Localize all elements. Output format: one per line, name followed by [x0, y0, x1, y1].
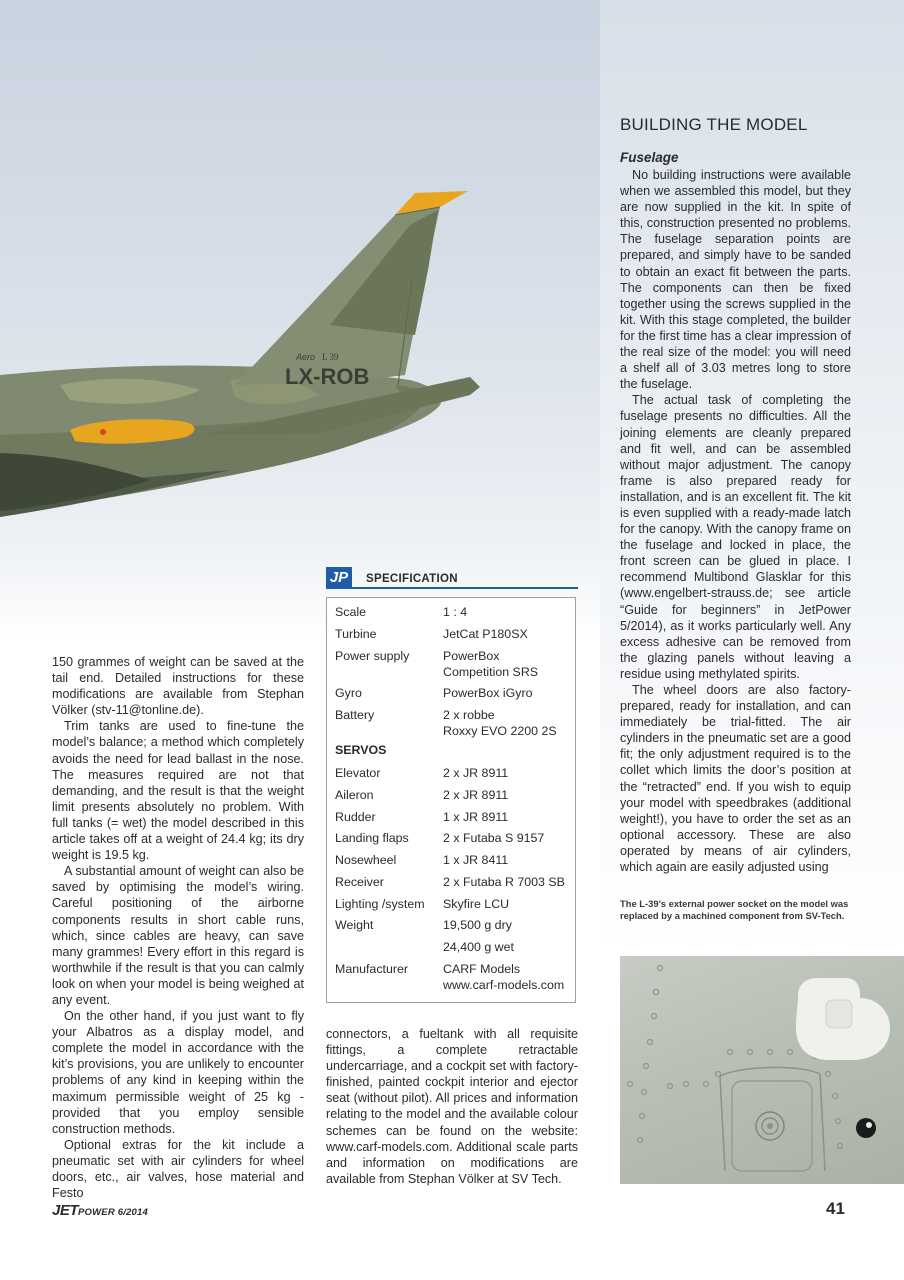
spec-value: PowerBox Competition SRS [443, 649, 539, 679]
spec-value: 2 x robbe Roxxy EVO 2200 2S [443, 708, 557, 738]
middle-text-column [326, 1026, 578, 1187]
spec-value: 24,400 g wet [443, 940, 514, 954]
spec-label: Turbine [335, 627, 377, 641]
spec-label: Landing flaps [335, 831, 409, 845]
spec-value: 2 x JR 8911 [443, 766, 509, 780]
magazine-brand: JET [52, 1202, 79, 1219]
spec-label: Gyro [335, 686, 362, 700]
spec-servos-heading: SERVOS [335, 743, 387, 757]
spec-header-rule [352, 587, 578, 589]
power-socket-illustration [620, 956, 904, 1184]
spec-value: 19,500 g dry [443, 918, 512, 932]
spec-value: 2 x JR 8911 [443, 788, 509, 802]
paragraph: 150 grammes of weight can be saved at the tail end. Detailed instructions for these modifications are available from Stephan Völker (stv-11@tonline.de). [52, 655, 304, 718]
spec-label: Lighting /system [335, 897, 425, 911]
specification-table [326, 597, 576, 1003]
spec-value: 1 x JR 8411 [443, 853, 509, 867]
spec-label: Receiver [335, 875, 384, 889]
page-number: 41 [826, 1199, 845, 1218]
paragraph: The wheel doors are also factory-prepared, ready for installation, and can immediately be trial-fitted. The air cylinders in the pneumatic set are a good fit; the only adjustment required is to the collet which limits the door’s position at the “retracted” end. If you wish to equip your model with speedbrakes (additional weight!), you have to order the set as an optional accessory. These are also operated by means of air cylinders, which again are easily adjusted using [620, 683, 851, 875]
spec-value: 1 x JR 8911 [443, 810, 509, 824]
paragraph: On the other hand, if you just want to fly your Albatros as a display model, and complete the model in accordance with the kit’s provisions, you are unlikely to encounter problems of any kind in keeping within the maximum permissible weight of 25 kg - provided that you employ sensible construction methods. [52, 1009, 304, 1136]
paragraph: Trim tanks are used to fine-tune the model’s balance; a method which completely avoids the need for lead ballast in the nose. The measures required are not that demanding, and the result is that the weight limit presents absolutely no problem. With full tanks (= wet) the model described in this article takes off at a weight of 24.4 kg; its dry weight is 19.5 kg. [52, 719, 304, 863]
spec-header [326, 567, 578, 591]
spec-value: 2 x Futaba R 7003 SB [443, 875, 565, 889]
aircraft-tail-illustration [0, 185, 480, 525]
left-text-column [52, 654, 304, 1201]
paragraph: A substantial amount of weight can also be saved by optimising the model’s wiring. Careful positioning of the airborne components results in short cable runs, which, since cables are heavy, can save many grammes! Every effort in this regard is worthwhile if the result is that you can calmly look on when your model is being weighed at any event. [52, 864, 304, 1007]
spec-value: 2 x Futaba S 9157 [443, 831, 545, 845]
photo-caption: The L-39’s external power socket on the model was replaced by a machined component from SV-Tech. [620, 898, 849, 921]
paragraph: No building instructions were available when we assembled this model, but they are now supplied in the kit. In spite of this, construction presented no problems. The fuselage separation points are prepared, and simply have to be sanded to obtain an exact fit between the parts. The components can then be fixed together using the screws supplied in the kit. With this stage completed, the builder for the first time has a clear impression of the real size of the model: you will need a shelf all of 3.03 metres long to store the fuselage. [620, 168, 851, 392]
registration-mark: LX-ROB [285, 364, 370, 389]
magazine-footer [52, 1202, 148, 1219]
paragraph: The actual task of completing the fuselage presents no difficulties. All the joining elements are cleanly prepared and fit well, and can be assembled without major adjustment. The canopy frame is also prepared ready for installation, and is an excellent fit. The kit is even supplied with a ready-made latch for the canopy. With the canopy frame on the fuselage and locked in place, the front screen can be glued in place. I recommend Multibond Glasklar for this (www.engelbert-strauss.de; see article “Guide for beginners” in JetPower 5/2014), as it works particularly well. Any excess adhesive can be removed from the glazing panels without leaving a residue using methylated spirits. [620, 393, 851, 681]
jp-logo: JP [326, 567, 352, 589]
power-socket-photo [620, 956, 904, 1184]
spec-value: CARF Models www.carf-models.com [443, 962, 565, 992]
spec-label: Weight [335, 918, 374, 932]
spec-value: Skyfire LCU [443, 897, 510, 911]
subsection-title: Fuselage [620, 150, 679, 165]
type-marking: Aero [296, 352, 316, 362]
spec-label: Aileron [335, 788, 374, 802]
paragraph: connectors, a fueltank with all requisite fittings, a complete retractable undercarriage, and a cockpit set with factory-finished, painted cockpit interior and ejector seat (without pilot). All prices and information relating to the model and the available colour schemes can be found on the website: www.carf-models.com. Additional scale parts and information on modifications are available from Stephan Völker at SV Tech. [326, 1027, 578, 1186]
spec-label: Rudder [335, 810, 376, 824]
spec-label: Scale [335, 605, 366, 619]
spec-value: PowerBox iGyro [443, 686, 533, 700]
section-title: BUILDING THE MODEL [620, 115, 808, 134]
spec-title: SPECIFICATION [366, 573, 458, 585]
right-text-column [620, 167, 851, 875]
type-marking-number: L 39 [322, 352, 339, 362]
spec-value: JetCat P180SX [443, 627, 528, 641]
spec-label: Elevator [335, 766, 381, 780]
magazine-issue: POWER 6/2014 [78, 1207, 149, 1218]
spec-label: Nosewheel [335, 853, 397, 867]
paragraph: Optional extras for the kit include a pneumatic set with air cylinders for wheel doors, etc., air valves, hose material and Festo [52, 1137, 304, 1201]
spec-label: Battery [335, 708, 375, 722]
spec-label: Manufacturer [335, 962, 409, 976]
spec-label: Power supply [335, 649, 410, 663]
spec-value: 1 : 4 [443, 605, 468, 619]
